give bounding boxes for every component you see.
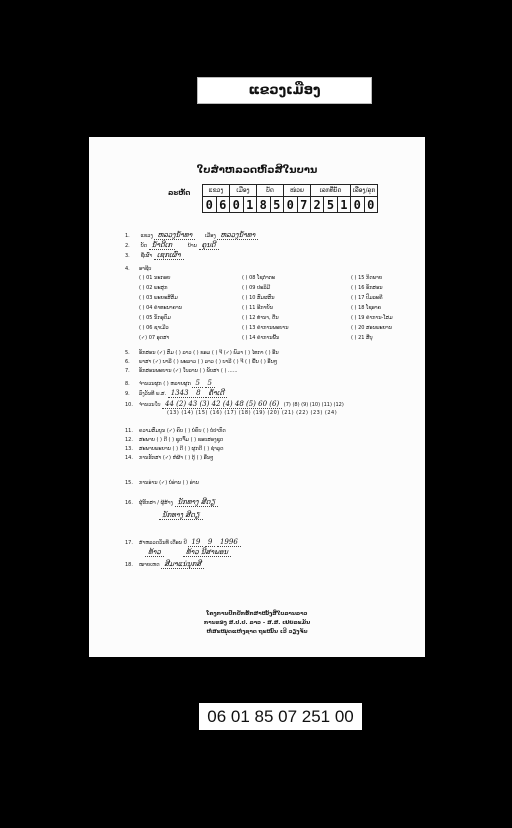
temple-value: ນ້ຳດີເກ (149, 241, 175, 250)
page-columns-row-2: (13) (14) (15) (16) (17) (18) (19) (20) (21) (22) (23) (24) (167, 410, 338, 416)
field-page-count: 10. ຈຳນວນໃບ 44 (2) 43 (3) 42 (4) 48 (5) 60 (6) (7) (8) (9) (10) (11) (12) (125, 400, 344, 408)
footer-project: ໂຄງການປົກປັກຮັກສາໜັງສືໃບລານລາວ (206, 611, 308, 617)
category-option: ( ) 15 ກິດພາຍ (351, 275, 383, 281)
keeper-signature: ນັກທາງ ສີດຽ (175, 498, 219, 507)
id-digit: 0 (230, 197, 244, 213)
field-province: 1. ແຂວງ ຫລວງນ້ຳທາ ເມືອງ ຫລວງນ້ຳທາ (125, 231, 258, 239)
category-option: ( ) 17 ປົມລະຄີ (351, 295, 383, 301)
category-option: ( ) 11 ອີກາຍັນ (242, 305, 273, 311)
category-option: ( ) 08 ໂຊຕໍາຕະ (242, 275, 276, 281)
field-condition: 12. ສະພາບ ( ) ດີ ( ) ຊຸດຈົ້ມ ( ) ຂອບສອງຊຸດ (125, 437, 224, 443)
id-digit: 0 (284, 197, 298, 213)
footer-library: ຫໍສະໝຸດແຫ່ງຊາດ ຖະໜົນ ເວີ ວຽງຈັນ (206, 629, 308, 635)
category-option: ( ) 20 ສອນພະຍານ (351, 325, 393, 331)
field-surveyors (145, 548, 231, 556)
id-header-province: ແຂວງ (203, 185, 230, 197)
section-category-label: 4. ອາຊີບ (125, 266, 152, 272)
id-digit: 6 (216, 197, 230, 213)
field-script: 5. ອັກສອນ (✓) ສົມ ( ) ລາວ ( ) ຂອມ ( ) ຈີ (✓) ພົມາ ( ) ໄທກາ ( ) ອື່ນ (125, 350, 279, 356)
district-value: ຫລວງນ້ຳທາ (217, 231, 258, 240)
surveyor-2-value: ທ້າວ ນີສາພອນ (183, 548, 231, 557)
category-option: ( ) 18 ໂຊອາຄ (351, 305, 382, 311)
id-digit: 8 (257, 197, 271, 213)
field-reading: 15. ການອ່ານ (✓) ບໍ່ອ່ານ ( ) ອ່ານ (125, 480, 199, 486)
id-digit: 0 (203, 197, 217, 213)
keeper-signature-2: ນັກທາງ ສີດຽ (159, 511, 203, 520)
category-option: ( ) 10 ສົມຜສົນ (242, 295, 275, 301)
surveyor-value: ທ້າວ (145, 548, 164, 557)
field-survey-date: 17. ສຳຫລວດວັນທີ ເດືອນ ປີ 19 9 1996 (125, 538, 241, 546)
survey-day-value: 19 (188, 538, 203, 547)
survey-month-value: 9 (205, 538, 215, 547)
category-option: ( ) 03 ພະຍະສີສັມ (139, 295, 178, 301)
id-header-unit: ໜ່ວຍ (284, 185, 311, 197)
field-temple: 2. ບັດ ນ້ຳດີເກ ບ້ານ ຄູນດີ (125, 241, 219, 249)
manuscript-survey-form (89, 137, 425, 657)
id-label: ລະຫັດ (168, 189, 191, 197)
id-header-temple: ບັດ (257, 185, 284, 197)
field-storage: 14. ການຮັກສາ (✓) ຫໍ່ຜ້າ ( ) ຕູ້ ( ) ອື່ນໆ (125, 455, 214, 461)
field-bundle-count: 8. ຈຳນວນຜູກ ( ) ຫລາຍຜູກ 5 5 (125, 379, 215, 387)
id-digit: 1 (243, 197, 257, 213)
id-digit: 7 (297, 197, 311, 213)
id-header-district: ເມືອງ (230, 185, 257, 197)
footer-cooperation: ການຂອງ ສ.ປ.ປ. ລາວ - ສ.ສ. ເຢຍລະມັນ (203, 620, 311, 626)
id-digit: 5 (270, 197, 284, 213)
page-columns-row-1: (7) (8) (9) (10) (11) (12) (283, 402, 344, 408)
category-column-1 (139, 273, 182, 343)
form-title: ໃບສຳຫລວດຫົວສີໃນບານ (196, 165, 318, 176)
category-option: ( ) 14 ຄຳການພື້ນ (242, 335, 280, 341)
category-option: ( ) 21 ສີ່ບຸ (351, 335, 373, 341)
id-digit: 2 (311, 197, 324, 213)
category-option: ( ) 05 ນັກອຸດົມ (139, 315, 171, 321)
field-language: 6. ພາສາ (✓) ບາລີ ( ) ພະລາວ ( ) ລາວ ( ) ບາລີ ( ) ຈີ ( ) ພື້ນ ( ) ອື່ນໆ (125, 359, 278, 365)
category-option: ( ) 02 ພະສຸກ (139, 285, 168, 291)
field-notes: 18. ໝາຍເຫດ ສີມາແນ່ນຸກສີ (125, 560, 204, 568)
field-leaf-condition: 13. ສະພາບພະຍານ ( ) ດີ ( ) ຜູກດີ ( ) ຊຳລຸດ (125, 446, 224, 452)
field-date: 9. ລົງວັນທີ ພ.ສ. 1343 8 ຄ້ຳເດີ (125, 389, 227, 397)
id-header-number: ເລກທີ່ບັດ (311, 185, 351, 197)
field-completeness: 11. ຄວາມສົມບູນ (✓) ຄົບ ( ) ບໍ່ຄົບ ( ) ບໍ່ປາກົດ (125, 428, 226, 434)
survey-year-value: 1996 (217, 538, 241, 547)
bundle-count-value-2: 5 (205, 379, 215, 388)
category-option: ( ) 04 ຄຳທະນາຄານ (139, 305, 183, 311)
date-month-value: ຄ້ຳເດີ (205, 389, 227, 398)
id-digit: 0 (364, 197, 378, 213)
id-code-grid (202, 184, 378, 213)
field-keeper: 16. ຜູ້ຮັກສາ / ຜູ້ສ້າງ ນັກທາງ ສີດຽ (125, 498, 218, 506)
province-district-label: ແຂວງເມືອງ (197, 77, 372, 104)
id-digit: 5 (324, 197, 337, 213)
category-option: ( ) 06 ຊາເມີວ (139, 325, 169, 331)
notes-value: ສີມາແນ່ນຸກສີ (161, 560, 204, 569)
manuscript-name-value: ເຊກເຜົ່າ (154, 251, 184, 260)
category-option: ( ) 13 ຄຳການພະຍານ (242, 325, 289, 331)
category-option: ( ) 16 ອັກສອນ (351, 285, 383, 291)
category-option: ( ) 19 ຄຳການ-ໂສມ (351, 315, 393, 321)
field-keeper-2 (159, 511, 203, 519)
field-material: 7. ອັກສອນພະຍານ (✓) ໃບລານ ( ) ພັບສາ ( ) ...... (125, 368, 238, 374)
category-option: ( ) 09 ປະລິມີ (242, 285, 271, 291)
category-option: ( ) 01 ນະກອຍ (139, 275, 171, 281)
province-value: ຫລວງນ້ຳທາ (154, 231, 195, 240)
date-year-value: 1343 (168, 389, 192, 398)
category-option: ( ) 12 ທຳນາ, ຕື່ນ (242, 315, 279, 321)
id-digit: 1 (337, 197, 350, 213)
field-manuscript-name: 3. ຊື່ເຜົ່າ ເຊກເຜົ່າ (125, 251, 184, 259)
id-digit: 0 (351, 197, 365, 213)
manuscript-code-label: 06 01 85 07 251 00 (199, 703, 362, 730)
bundle-count-value: 5 (192, 379, 202, 388)
category-column-2 (242, 273, 289, 343)
id-header-bundle: ເລືອງ/ລຸກ (351, 185, 378, 197)
category-column-3 (351, 273, 393, 343)
village-value: ຄູນດີ (199, 241, 219, 250)
page-counts-value: 44 (2) 43 (3) 42 (4) 48 (5) 60 (6) (162, 400, 282, 409)
date-day-value: 8 (193, 389, 203, 398)
category-option: (✓) 07 ອຸດສາ (139, 335, 170, 341)
